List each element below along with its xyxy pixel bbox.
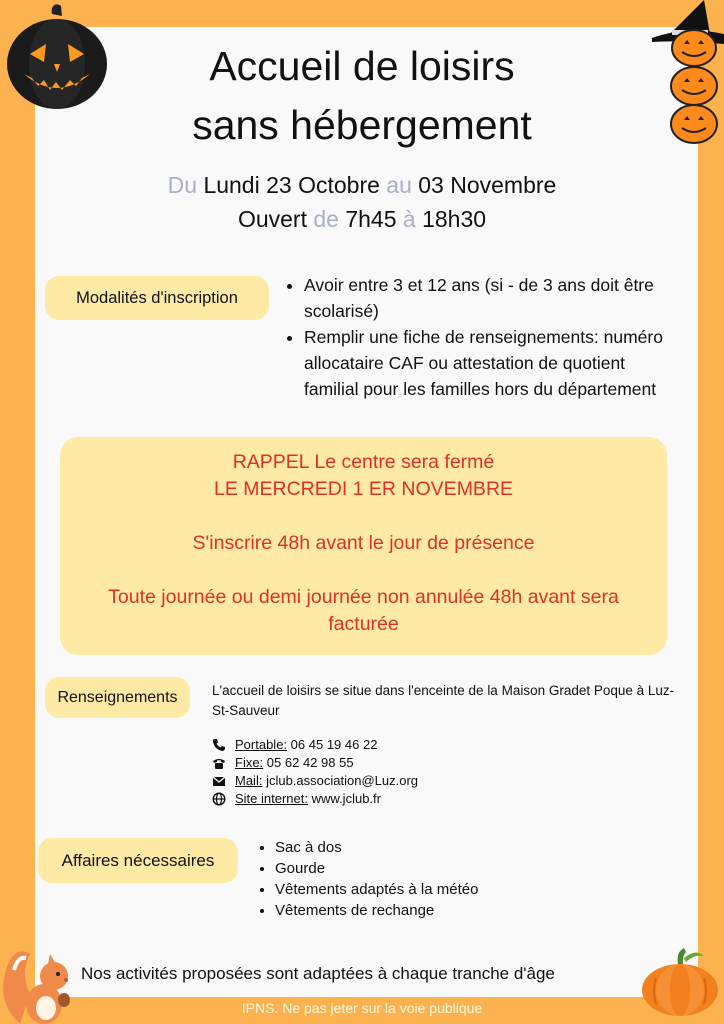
date-du: Du	[167, 172, 198, 198]
affaires-item: • Sac à dos	[275, 837, 478, 858]
portable-number[interactable]: 06 45 19 46 22	[290, 737, 378, 752]
affaires-item: • Vêtements de rechange	[275, 900, 478, 921]
site-label: Site internet:	[235, 791, 308, 806]
mail-label: Mail:	[235, 773, 263, 788]
fixe-label: Fixe:	[235, 755, 264, 770]
date-range	[0, 169, 724, 201]
landline-phone-icon	[212, 756, 226, 770]
affaires-label: Affaires nécessaires	[38, 838, 238, 883]
date-au: au	[386, 172, 412, 198]
page-title-line-2: sans hébergement	[192, 102, 532, 148]
inscription-item: • Remplir une fiche de renseignements: numéro allocataire CAF ou attestation de quotient familial pour les familles hors du département	[304, 324, 684, 402]
hours-de: de	[313, 206, 339, 232]
mail-row	[212, 773, 418, 788]
hours-a: à	[402, 206, 416, 232]
page-title-line-1: Accueil de loisirs	[209, 43, 515, 89]
site-url[interactable]: www.jclub.fr	[311, 791, 381, 806]
inscription-list	[284, 272, 684, 402]
fixe-row	[212, 755, 354, 770]
rappel-line-2: LE MERCREDI 1 ER NOVEMBRE	[213, 478, 514, 500]
rappel-line-1: RAPPEL Le centre sera fermé	[232, 451, 495, 473]
affaires-item: • Vêtements adaptés à la météo	[275, 879, 478, 900]
phone-icon	[212, 738, 226, 752]
portable-row	[212, 737, 377, 752]
rappel-line-3: S'inscrire 48h avant le jour de présence	[192, 532, 535, 554]
inscription-label: Modalités d'inscription	[45, 276, 269, 320]
mail-address[interactable]: jclub.association@Luz.org	[266, 773, 419, 788]
hours-open: 7h45	[345, 206, 397, 232]
ipns-note: IPNS. Ne pas jeter sur la voie publique	[241, 1000, 483, 1016]
fixe-number[interactable]: 05 62 42 98 55	[266, 755, 354, 770]
site-row	[212, 791, 381, 806]
hours-ouvert: Ouvert	[237, 206, 307, 232]
rappel-box	[60, 437, 667, 655]
date-end: 03 Novembre	[418, 172, 557, 198]
activities-note: Nos activités proposées sont adaptées à chaque tranche d'âge	[81, 964, 555, 983]
rappel-line-4: Toute journée ou demi journée non annulée 48h avant sera facturée	[108, 586, 619, 635]
portable-label: Portable:	[235, 737, 288, 752]
mail-icon	[212, 774, 226, 788]
hours-close: 18h30	[422, 206, 487, 232]
inscription-item: • Avoir entre 3 et 12 ans (si - de 3 ans doit être scolarisé)	[304, 272, 684, 324]
renseignements-label: Renseignements	[45, 677, 190, 718]
date-start: Lundi 23 Octobre	[203, 172, 380, 198]
affaires-list	[255, 837, 478, 921]
affaires-item: • Gourde	[275, 858, 478, 879]
location-text: L'accueil de loisirs se situe dans l'enceinte de la Maison Gradet Poque à Luz-St-Sauveur	[212, 683, 675, 718]
opening-hours	[0, 203, 724, 235]
globe-icon	[212, 792, 226, 806]
